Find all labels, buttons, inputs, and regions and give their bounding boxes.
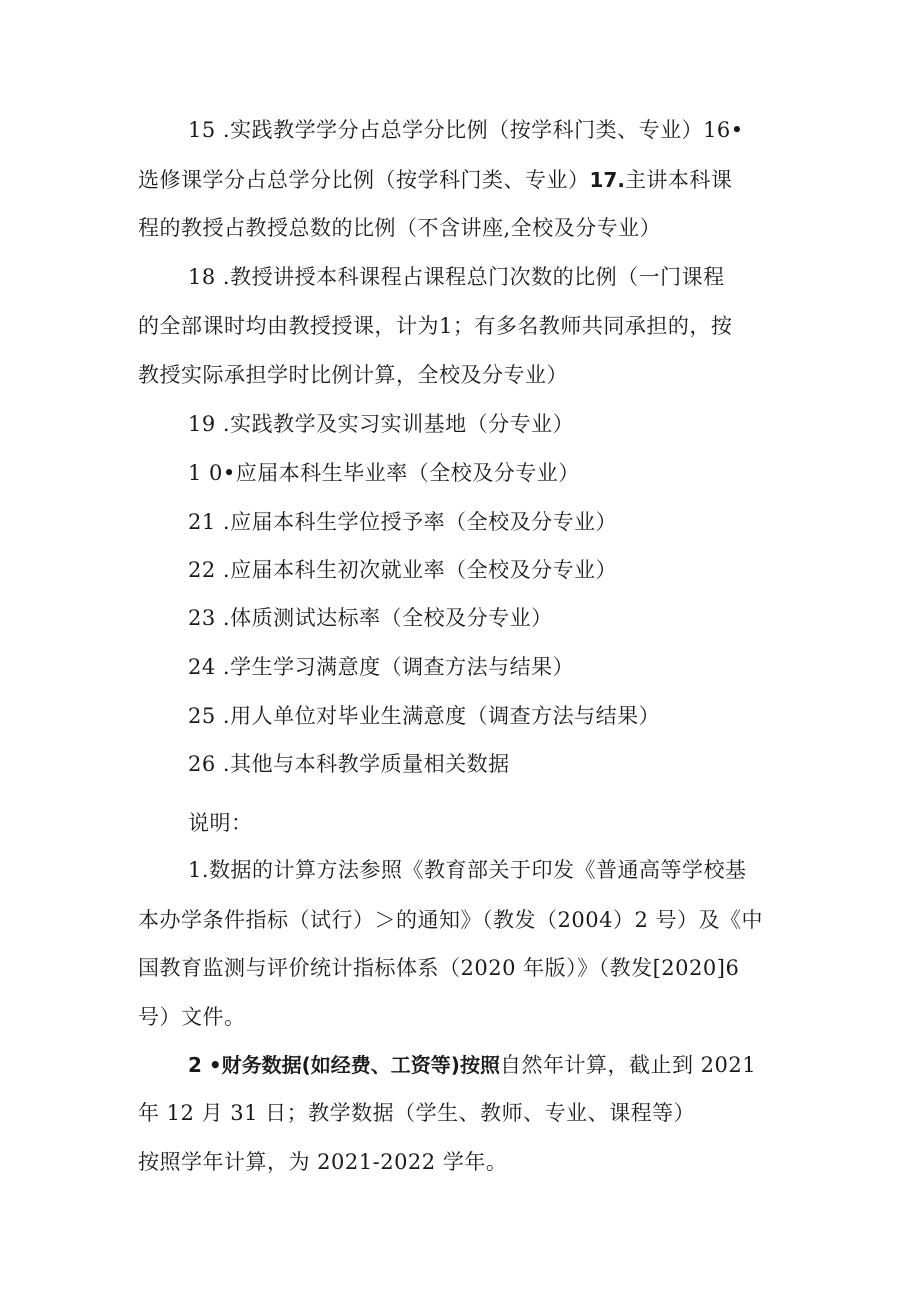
item-25: 25 .用人单位对毕业生满意度（调查方法与结果） bbox=[188, 704, 661, 728]
note-2-line-3: 按照学年计算，为 2021-2022 学年。 bbox=[138, 1150, 508, 1174]
item-24: 24 .学生学习满意度（调查方法与结果） bbox=[188, 655, 575, 679]
item-19: 19 .实践教学及实习实训基地（分专业） bbox=[188, 412, 575, 436]
item-15-line-1: 15 .实践教学学分占总学分比例（按学科门类、专业）16• bbox=[188, 118, 744, 142]
item-15-line-2-c: 主讲本科课 bbox=[624, 168, 733, 192]
note-1-line-3: 国教育监测与评价统计指标体系（2020 年版）》（教发[2020]6 bbox=[138, 956, 740, 980]
note-2-regular-part: 自然年计算，截止到 2021 bbox=[499, 1053, 757, 1077]
item-21: 21 .应届本科生学位授予率（全校及分专业） bbox=[188, 510, 618, 534]
item-18-line-1: 18 .教授讲授本科课程占课程总门次数的比例（一门课程 bbox=[188, 265, 725, 289]
note-1-line-1: 1.数据的计算方法参照《教育部关于印发《普通高等学校基 bbox=[188, 858, 747, 882]
item-22: 22 .应届本科生初次就业率（全校及分专业） bbox=[188, 558, 618, 582]
note-1-line-4: 号）文件。 bbox=[138, 1005, 246, 1029]
item-23: 23 .体质测试达标率（全校及分专业） bbox=[188, 606, 553, 630]
item-26: 26 .其他与本科教学质量相关数据 bbox=[188, 752, 510, 776]
note-2-line-1 bbox=[188, 1050, 756, 1080]
item-17-number: 17. bbox=[589, 168, 625, 192]
item-15-line-3: 程的教授占教授总数的比例（不含讲座,全校及分专业） bbox=[138, 216, 662, 240]
item-18-line-2: 的全部课时均由教授授课，计为1；有多名教师共同承担的，按 bbox=[138, 314, 733, 338]
note-2-line-2: 年 12 月 31 日；教学数据（学生、教师、专业、课程等） bbox=[138, 1101, 696, 1125]
item-15-line-2 bbox=[138, 165, 732, 195]
note-2-bold-part: 2 •财务数据(如经费、工资等)按照 bbox=[188, 1053, 500, 1077]
note-1-line-2: 本办学条件指标（试行）＞的通知》（教发（2004）2 号）及《中 bbox=[138, 908, 763, 932]
item-18-line-3: 教授实际承担学时比例计算，全校及分专业） bbox=[138, 363, 568, 387]
item-15-line-2-a: 选修课学分占总学分比例（按学科门类、专业） bbox=[138, 168, 590, 192]
notes-heading: 说明： bbox=[188, 811, 253, 835]
item-20: 1 0•应届本科生毕业率（全校及分专业） bbox=[188, 461, 580, 485]
